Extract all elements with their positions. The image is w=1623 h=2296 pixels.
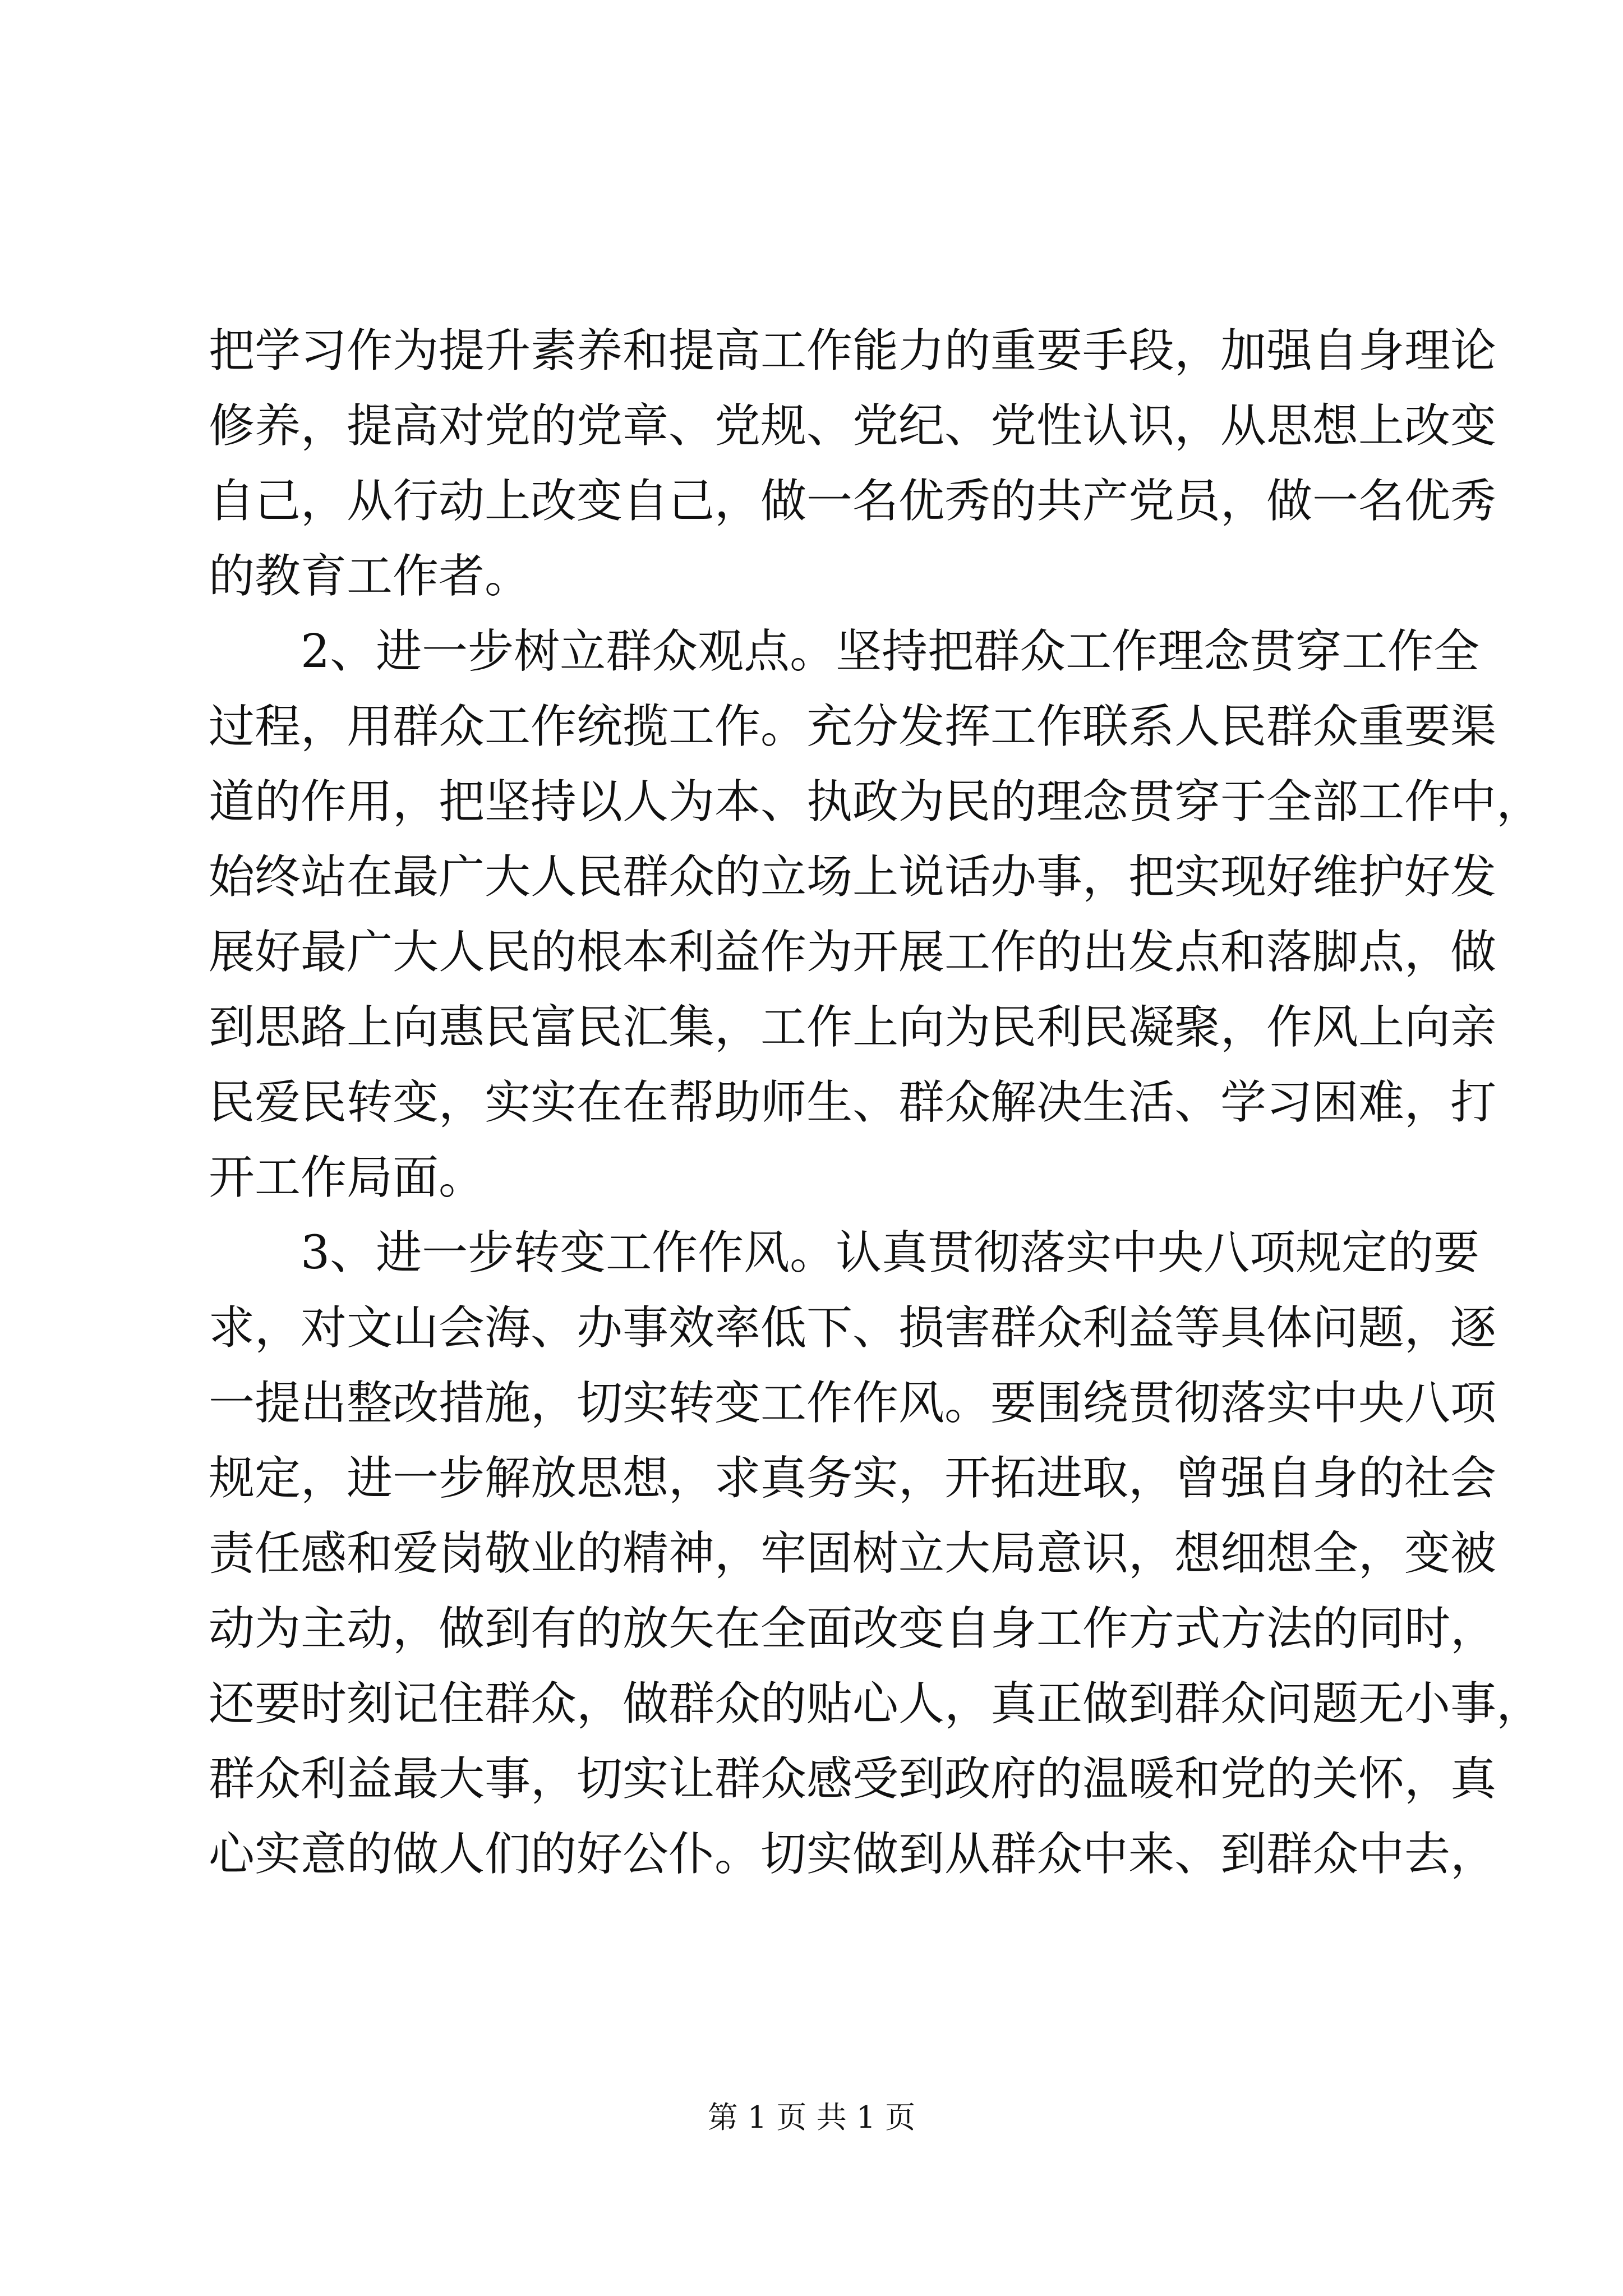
text-line: 民爱民转变，实实在在帮助师生、群众解决生活、学习困难，打 [209, 1076, 1497, 1129]
text-line: 到思路上向惠民富民汇集，工作上向为民利民凝聚，作风上向亲 [209, 1001, 1497, 1054]
text-line: 一提出整改措施，切实转变工作作风。要围绕贯彻落实中央八项 [209, 1377, 1497, 1430]
text-line: 道的作用，把坚持以人为本、执政为民的理念贯穿于全部工作中， [209, 775, 1543, 829]
text-line: 始终站在最广大人民群众的立场上说话办事，把实现好维护好发 [209, 850, 1497, 904]
paragraph-start-line: 3、进一步转变工作作风。认真贯彻落实中央八项规定的要 [301, 1226, 1480, 1280]
text-line: 责任感和爱岗敬业的精神，牢固树立大局意识，想细想全，变被 [209, 1527, 1497, 1580]
text-line: 开工作局面。 [209, 1151, 485, 1204]
text-line: 展好最广大人民的根本利益作为开展工作的出发点和落脚点，做 [209, 926, 1497, 979]
text-line: 过程，用群众工作统揽工作。充分发挥工作联系人民群众重要渠 [209, 700, 1497, 753]
text-line: 的教育工作者。 [209, 550, 531, 603]
text-line: 修养，提高对党的党章、党规、党纪、党性认识，从思想上改变 [209, 399, 1497, 453]
text-line: 心实意的做人们的好公仆。切实做到从群众中来、到群众中去， [209, 1828, 1497, 1881]
text-line: 把学习作为提升素养和提高工作能力的重要手段，加强自身理论 [209, 324, 1497, 378]
page-footer: 第 1 页 共 1 页 [707, 2100, 916, 2135]
text-line: 规定，进一步解放思想，求真务实，开拓进取，曾强自身的社会 [209, 1452, 1497, 1505]
text-line: 自己，从行动上改变自己，做一名优秀的共产党员，做一名优秀 [209, 475, 1497, 528]
text-line: 求，对文山会海、办事效率低下、损害群众利益等具体问题，逐 [209, 1301, 1497, 1355]
paragraph-start-line: 2、进一步树立群众观点。坚持把群众工作理念贯穿工作全 [301, 625, 1480, 678]
text-line: 群众利益最大事，切实让群众感受到政府的温暖和党的关怀，真 [209, 1752, 1497, 1806]
text-line: 动为主动，做到有的放矢在全面改变自身工作方式方法的同时， [209, 1602, 1497, 1655]
text-line: 还要时刻记住群众，做群众的贴心人，真正做到群众问题无小事， [209, 1677, 1543, 1731]
